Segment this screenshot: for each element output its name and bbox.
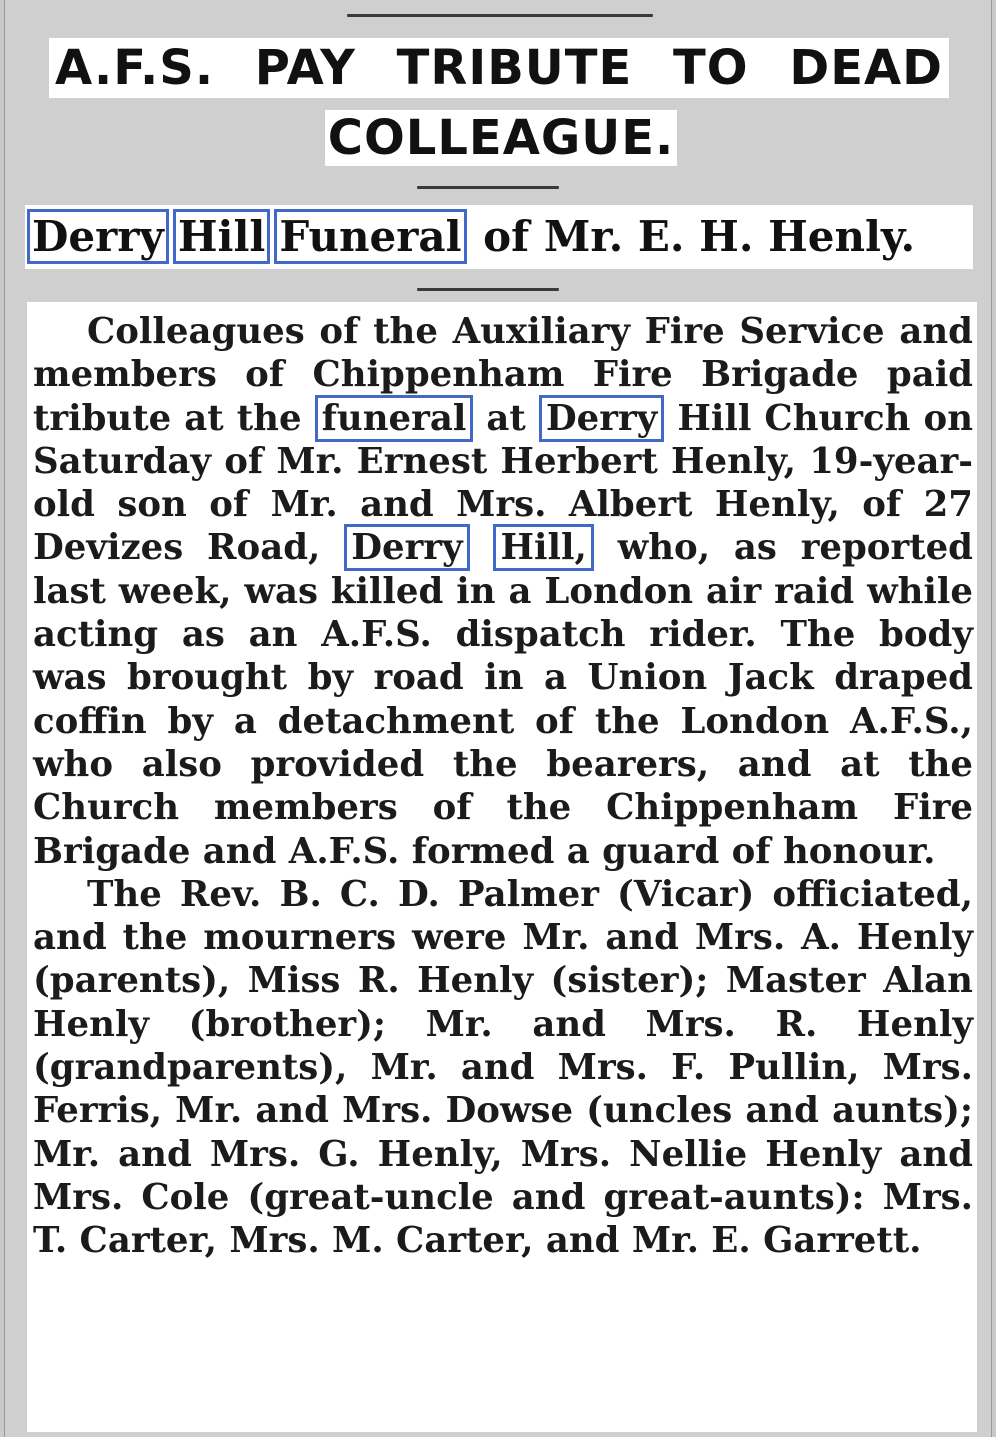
headline-divider — [417, 186, 559, 189]
headline-word: TRIBUTE — [396, 40, 633, 96]
highlighted-term: Derry — [27, 209, 169, 264]
body-text: Hill Church on Saturday of Mr. Ernest Herbert Henly, 19-year-old son of Mr. and Mrs. Albert Henly, of 27 Devizes Road, — [33, 397, 974, 569]
subheadline — [25, 205, 973, 269]
highlighted-term: Funeral — [274, 209, 466, 264]
body-text: at — [486, 397, 526, 439]
body-text: who, as reported last week, was killed in a London air raid while acting as an A.F.S. dispatch rider. The body was brought by road in a Union Jack draped coffin by a detachment of the London A.F.S., who also provided the bearers, and at the Church members of the Chippenham Fire Brigade and A.F.S. formed a guard of honour. — [33, 527, 973, 872]
paragraph-1 — [33, 310, 973, 873]
headline-line-1 — [49, 38, 949, 98]
highlighted-term: Hill, — [493, 524, 593, 571]
newspaper-clipping — [4, 0, 992, 1437]
highlighted-term: funeral — [315, 395, 474, 442]
headline-word: TO — [673, 40, 749, 96]
highlighted-term: Hill — [173, 209, 271, 264]
subheadline-text: of Mr. E. H. Henly. — [483, 212, 916, 261]
highlighted-term: Derry — [539, 395, 664, 442]
top-rule — [347, 14, 653, 17]
article-body — [27, 302, 977, 1432]
highlighted-term: Derry — [344, 524, 469, 571]
headline-word: A.F.S. — [55, 40, 215, 96]
headline-line-2: COLLEAGUE. — [325, 110, 677, 166]
paragraph-2: The Rev. B. C. D. Palmer (Vicar) officiated, and the mourners were Mr. and Mrs. A. Henly (parents), Miss R. Henly (sister); Master Alan Henly (brother); Mr. and Mrs. R. Henly (grandparents), Mr. and Mrs. F. Pullin, Mrs. Ferris, Mr. and Mrs. Dowse (uncles and aunts); Mr. and Mrs. G. Henly, Mrs. Nellie Henly and Mrs. Cole (great-uncle and great-aunts): Mrs. T. Carter, Mrs. M. Carter, and Mr. E. Garrett. — [33, 873, 973, 1262]
body-text: Colleagues of the Auxiliary Fire Service and members of Chippenham Fire Brigade paid tribute at the — [33, 311, 973, 439]
headline-word: DEAD — [789, 40, 943, 96]
subheadline-divider — [417, 288, 559, 291]
headline-word: PAY — [254, 40, 356, 96]
